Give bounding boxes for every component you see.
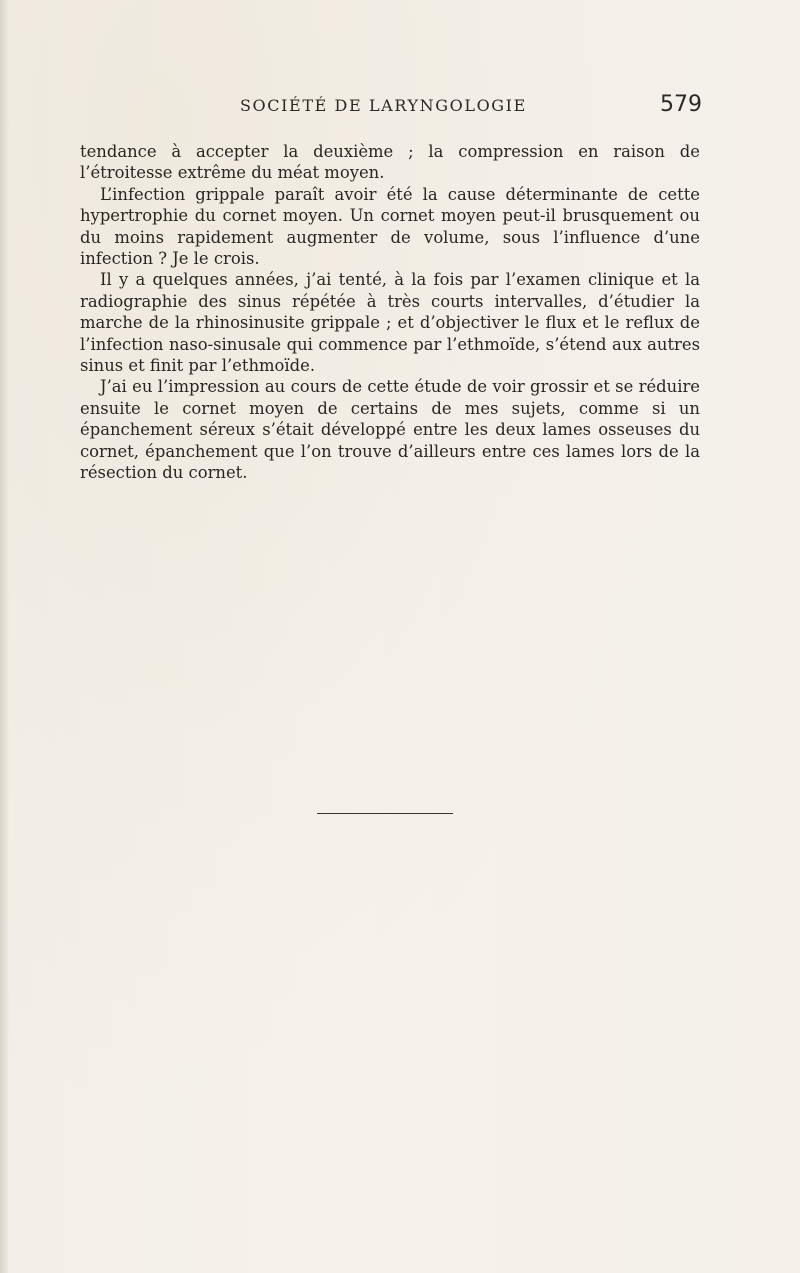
paragraph-1: tendance à accepter la deuxième ; la compression en raison de l’étroitesse extrême du méat moyen. [80, 142, 700, 183]
page-binding-edge [0, 0, 8, 1273]
paragraph-3: Il y a quelques années, j’ai tenté, à la fois par l’examen clinique et la radiographie des sinus répétée à très courts intervalles, d’étudier la marche de la rhinosinusite grippale ; et d’objectiver le flux et le reflux de l’infection naso-sinusale qui commence par l’ethmoïde, s’étend aux autres sinus et finit par l’ethmoïde. [80, 270, 700, 376]
page-header [80, 92, 704, 122]
paragraph-4: J’ai eu l’impression au cours de cette étude de voir grossir et se réduire ensuite le cornet moyen de certains de mes sujets, comme si un épanchement séreux s’était développé entre les deux lames osseuses du cornet, épanchement que l’on trouve d’ailleurs entre ces lames lors de la résection du cornet. [80, 377, 700, 483]
running-head: SOCIÉTÉ DE LARYNGOLOGIE [240, 96, 527, 115]
section-end-rule [317, 813, 453, 814]
page-number: 579 [660, 92, 702, 117]
body-text [80, 141, 700, 484]
paragraph-2: L’infection grippale paraît avoir été la cause déterminante de cette hypertrophie du cornet moyen. Un cornet moyen peut-il brusquement ou du moins rapidement augmenter de volume, sous l’influence d’une infection ? Je le crois. [80, 184, 700, 269]
